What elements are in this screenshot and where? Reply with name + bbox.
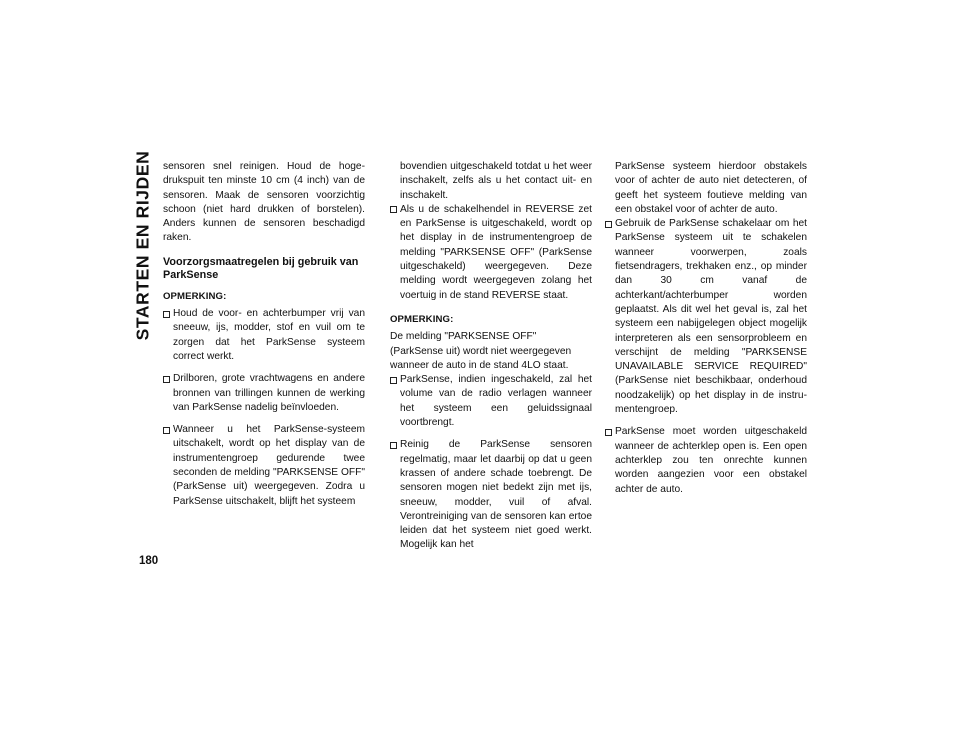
list-item: ParkSense, indien ingeschakeld, zal het volume van de radio verlagen wanneer het systeem een geluidssignaal voortbrengt. (390, 373, 592, 430)
checkbox-bullet-icon (163, 376, 170, 383)
column-3 (605, 160, 807, 505)
paragraph-continuation: bovendien uitgeschakeld totdat u het weer inschakelt, zelfs als u het contact uit- en inschakelt. (400, 161, 592, 201)
list-item: Drilboren, grote vrachtwagens en andere bronnen van trillingen kunnen de werking van ParkSense nadelig beïnvloeden. (163, 372, 365, 415)
list-item: Reinig de ParkSense sensoren regelmatig, maar let daarbij op dat u geen krassen of andere schade toebrengt. De sensoren mogen niet bedekt zijn met ijs, sneeuw, modder, vuil of afval. Verontreiniging van de sensoren kan ertoe leiden dat het systeem niet goed werkt. Mogelijk kan het (390, 438, 592, 552)
checkbox-bullet-icon (163, 427, 170, 434)
checkbox-bullet-icon (390, 442, 397, 449)
section-title (129, 150, 157, 340)
column-1 (163, 160, 365, 517)
page-number: 180 (139, 555, 159, 567)
list-item: ParkSense moet worden uitgeschakeld wanneer de achterklep open is. Een open achterklep zou ten onrechte kunnen worden aangezien voor een obstakel achter de auto. (605, 425, 807, 496)
note-text: De melding "PARKSENSE OFF" (ParkSense uit) wordt niet weergegeven wanneer de auto in de stand 4LO staat. (390, 331, 572, 371)
list-item: Gebruik de ParkSense schakelaar om het ParkSense systeem uit te schakelen wanneer voorwerpen, zoals fietsendragers, trekhaken enz., op minder dan 30 cm vanaf de achterkant/achterbumper worden geplaatst. Als dit wel het geval is, zal het systeem een nabijgelegen object mogelijk interpreteren als een sensorprobleem en verschijnt de melding "PARKSENSE UNAVAILABLE SERVICE REQUIRED" (ParkSense niet beschikbaar, onderhoud noodzakelijk) op het display in de instru-mentengroep. (605, 217, 807, 417)
section-heading: Voorzorgsmaatregelen bij gebruik van ParkSense (163, 255, 359, 281)
paragraph-intro: sensoren snel reinigen. Houd de hoge-drukspuit ten minste 10 cm (4 inch) van de sensoren. Maak de sensoren voorzichtig schoon (niet hard drukken of borstelen). Anders kunnen de sensoren beschadigd raken. (163, 161, 365, 244)
bullet-list (390, 373, 592, 553)
checkbox-bullet-icon (163, 311, 170, 318)
column-2 (390, 160, 592, 561)
section-title-text: STARTEN EN RIJDEN (132, 150, 153, 340)
bullet-list (390, 203, 592, 303)
bullet-list (163, 307, 365, 509)
note-label: OPMERKING: (390, 313, 454, 325)
list-item: Wanneer u het ParkSense-systeem uitschakelt, wordt op het display van de instrumentengroep gedurende twee seconden de melding "PARKSENSE OFF" (ParkSense uit) weergegeven. Zodra u ParkSense uitschakelt, blijft het systeem (163, 423, 365, 509)
bullet-list (605, 217, 807, 497)
checkbox-bullet-icon (390, 377, 397, 384)
checkbox-bullet-icon (390, 206, 397, 213)
note-label: OPMERKING: (163, 290, 227, 302)
paragraph-continuation: ParkSense systeem hierdoor obstakels voor of achter de auto niet detecteren, of geeft het systeem foutieve melding van een obstakel voor of achter de auto. (615, 161, 807, 215)
list-item: Als u de schakelhendel in REVERSE zet en ParkSense is uitgeschakeld, wordt op het display in de instrumentengroep de melding "PARKSENSE OFF" (ParkSense uitgeschakeld) weergegeven. Deze melding wordt weergegeven zolang het voertuig in de stand REVERSE staat. (390, 203, 592, 303)
checkbox-bullet-icon (605, 221, 612, 228)
checkbox-bullet-icon (605, 429, 612, 436)
list-item: Houd de voor- en achterbumper vrij van sneeuw, ijs, modder, stof en vuil om te zorgen dat het ParkSense systeem correct werkt. (163, 307, 365, 364)
